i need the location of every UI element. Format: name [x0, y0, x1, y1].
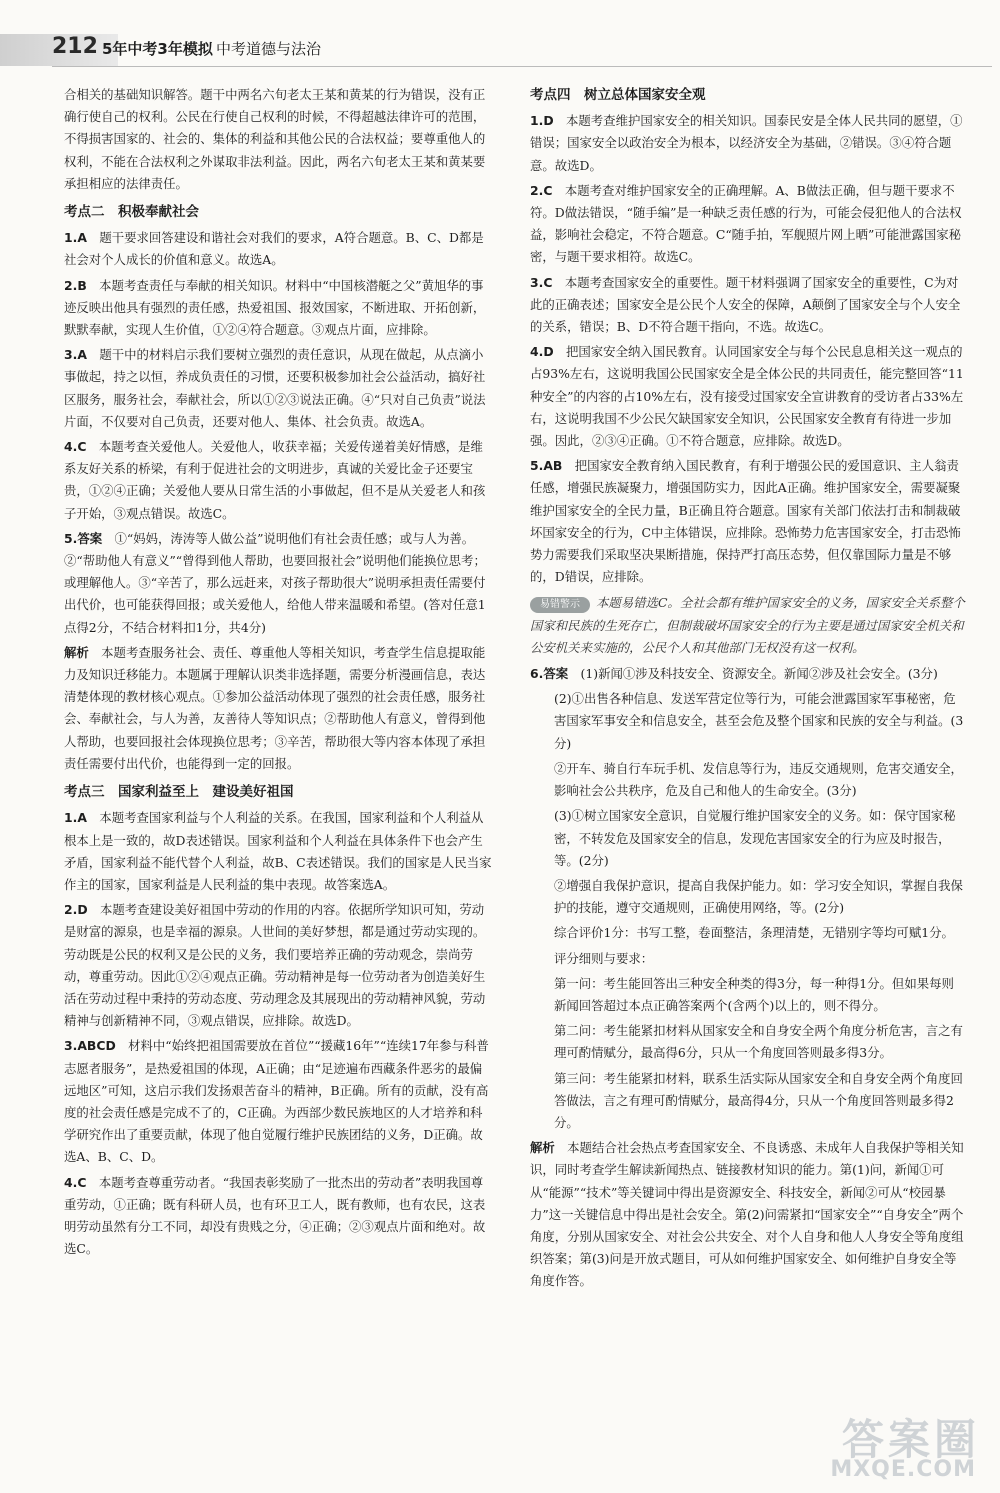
analysis-text: 本题考查服务社会、责任、尊重他人等相关知识，考查学生信息提取能力及知识迁移能力。本题属于理解认识类非选择题，需要分析漫画信息，表达清楚体现的教材核心观点。①参加公益活动体现了强烈的社会责任感，服务社会、奉献社会，与人为善，友善待人等知识点；②帮助他人有意义，曾得到他人帮助，也要回报社会体现换位思考；③辛苦，帮助很大等内容本体现了承担责任需要付出代价，也能得到一定的回报。 [64, 644, 486, 771]
answer-item [64, 344, 494, 433]
intro-paragraph: 合相关的基础知识解答。题干中两名六旬老太王某和黄某的行为错误，没有正确行使自己的权利。公民在行使自己权利的时候，不得超越法律许可的范围，不得损害国家的、社会的、集体的利益和其他公民的合法权益；要尊重他人的权利，不能在合法权利之外谋取非法利益。因此，两名六旬老太王某和黄某要承担相应的法律责任。 [64, 87, 486, 191]
analysis-text: 本题结合社会热点考查国家安全、不良诱惑、未成年人自我保护等相关知识，同时考查学生解读新闻热点、链接教材知识的能力。第(1)问，新闻①可从“能源”“技术”等关键词中得出是资源安全、科技安全，新闻②可从“校园暴力”这一关键信息中得出是社会安全。第(2)问需紧扣“国家安全”“自身安全”两个角度，分别从国家安全、对社会公共安全、对个人自身和他人人身安全等角度组织答案；第(3)问是开放式题目，可从如何维护国家安全、如何维护自身安全等角度作答。 [530, 1140, 964, 1289]
answer-text: 本题考查对维护国家安全的正确理解。A、B做法正确，但与题干要求不符。D做法错误，“随手编”是一种缺乏责任感的行为，可能会侵犯他人的合法权益，影响社会稳定，不符合题意。C“随手拍，军舰照片网上晒”可能泄露国家秘密，与题干要求相符。故选C。 [530, 182, 962, 265]
answer-item [64, 899, 494, 1032]
analysis-label: 解析 [64, 644, 89, 660]
header-divider [52, 66, 992, 67]
section-title-4: 考点四 树立总体国家安全观 [530, 87, 706, 103]
answer-text: 本题考查维护国家安全的相关知识。国泰民安是全体人民共同的愿望，①错误；国家安全以政治安全为根本，以经济安全为基础，②错误。③④符合题意。故选D。 [530, 113, 963, 173]
answer-item-q6 [530, 663, 966, 685]
watermark-logo-text: 答案圈 [841, 1415, 980, 1464]
answer-text: 题干要求回答建设和谐社会对我们的要求，A符合题意。B、C、D都是社会对个人成长的价值和意义。故选A。 [64, 230, 484, 268]
answer-item [530, 272, 966, 339]
answer-text: 本题考查责任与奉献的相关知识。材料中“中国核潜艇之父”黄旭华的事迹反映出他具有强烈的责任感，热爱祖国、报效国家，不断进取、开拓创新，默默奉献，实现人生价值，①②④符合题意。③观点片面，应排除。 [64, 277, 486, 338]
analysis-item [64, 642, 494, 775]
error-warning-text: 本题易错选C。全社会都有维护国家安全的义务，国家安全关系整个国家和民族的生死存亡，但制裁破坏国家安全的行为主要是通过国家安全机关和公安机关来实施的，公民个人和其他部门无权没有这一权利。 [530, 595, 965, 655]
answer-line: (2)①出售各种信息、发送军营定位等行为，可能会泄露国家军事秘密，危害国家军事安全和信息安全，甚至会危及整个国家和民族的安全与利益。(3分) [554, 691, 964, 751]
answer-number: 2.B [64, 277, 87, 293]
watermark-url: MXQE.COM [830, 1457, 976, 1482]
left-column [64, 84, 494, 1263]
answer-item [530, 341, 966, 452]
book-subject: 中考道德与法治 [216, 40, 322, 58]
answer-number: 3.ABCD [64, 1038, 116, 1054]
answer-item [64, 227, 494, 271]
answer-number: 4.C [64, 1174, 87, 1190]
answer-number: 4.D [530, 344, 554, 360]
answer-text: 题干中的材料启示我们要树立强烈的责任意识，从现在做起，从点滴小事做起，持之以恒，养成负责任的习惯，还要积极参加社会公益活动，搞好社区服务，服务社会，奉献社会，所以①②③说法正确。④“只对自己负责”说法片面，不仅要对自己负责，还要对他人、集体、社会负责。故选A。 [64, 347, 486, 429]
answer-line: (1)新闻①涉及科技安全、资源安全。新闻②涉及社会安全。(3分) [580, 666, 938, 682]
section-title-3: 考点三 国家利益至上 建设美好祖国 [64, 784, 294, 801]
answer-item [530, 110, 966, 177]
answer-item [530, 455, 966, 588]
analysis-item [530, 1137, 966, 1292]
answer-number: 6.答案 [530, 666, 569, 682]
answer-number: 1.A [64, 230, 87, 246]
scoring-rule: 第一问：考生能回答出三种安全种类的得3分，每一种得1分。但如果每则新闻回答超过本点正确答案两个(含两个)以上的，则不得分。 [554, 975, 954, 1013]
book-series-title: 5年中考3年模拟 [102, 40, 213, 58]
error-warning-badge: 易错警示 [530, 597, 590, 613]
answer-number: 3.C [530, 274, 553, 290]
answer-number: 1.D [530, 113, 554, 129]
answer-line: (3)①树立国家安全意识，自觉履行维护国家安全的义务。如：保守国家秘密，不转发危及国家安全的信息，发现危害国家安全的行为应及时报告，等。(2分) [554, 808, 956, 868]
right-column [530, 84, 966, 1296]
answer-text: 本题考查国家安全的重要性。题干材料强调了国家安全的重要性，C为对此的正确表述；国家安全是公民个人安全的保障，A颠倒了国家安全与个人安全的关系，错误；B、D不符合题干指向，不选。故选C。 [530, 274, 961, 335]
error-warning-note [530, 592, 966, 659]
answer-item [530, 180, 966, 269]
answer-text: ①“妈妈，涛涛等人做公益”说明他们有社会责任感；或与人为善。②“帮助他人有意义”“曾得到他人帮助，也要回报社会”说明他们能换位思考；或理解他人。③“辛苦了，那么远赶来，对孩子帮助很大”说明承担责任需要付出代价，也可能获得回报；或关爱他人，给他人带来温暖和希望。(答对任意1点得2分，不结合材料扣1分，共4分) [64, 530, 486, 635]
page-header [0, 0, 1000, 70]
answer-line: ②开车、骑自行车玩手机、发信息等行为，违反交通规则，危害交通安全，影响社会公共秩序，危及自己和他人的生命安全。(3分) [554, 760, 963, 799]
page-number: 212 [52, 34, 98, 59]
answer-item [64, 807, 494, 896]
answer-text: 材料中“始终把祖国需要放在首位”“援藏16年”“连续17年参与科普志愿者服务”，是热爱祖国的体现，A正确；由“足迹遍布西藏条件恶劣的最偏远地区”可知，这启示我们发扬艰苦奋斗的精神，B正确。所有的贡献，没有高度的社会责任感是完成不了的，C正确。为西部少数民族地区的人才培养和科学研究作出了重要贡献，体现了他自觉履行维护民族团结的义务，D正确。故选A、B、C、D。 [64, 1038, 489, 1165]
answer-item [64, 1035, 494, 1168]
answer-number: 5.答案 [64, 530, 103, 546]
answer-text: 本题考查国家利益与个人利益的关系。在我国，国家利益和个人利益从根本上是一致的，故D表述错误。国家利益和个人利益在具体条件下也会产生矛盾，国家利益不能代替个人利益，故B、C表述错误。我们的国家是人民当家作主的国家，国家利益是人民利益的集中表现。故答案选A。 [64, 810, 492, 892]
scoring-rule: 第三问：考生能紧扣材料，联系生活实际从国家安全和自身安全两个角度回答做法，言之有理可酌情赋分，最高得4分，只从一个角度回答则最多得2分。 [554, 1070, 963, 1130]
answer-text: 本题考查建设美好祖国中劳动的作用的内容。依据所学知识可知，劳动是财富的源泉，也是幸福的源泉。人世间的美好梦想，都是通过劳动实现的。劳动既是公民的权利又是公民的义务，我们要培养正确的劳动观念，崇尚劳动，尊重劳动。因此①②④观点正确。劳动精神是每一位劳动者为创造美好生活在劳动过程中秉持的劳动态度、劳动理念及其展现出的劳动精神风貌，劳动精神与创新精神不同，③观点错误，应排除。故选D。 [64, 902, 486, 1029]
answer-text: 把国家安全纳入国民教育。认同国家安全与每个公民息息相关这一观点的占93%左右，这说明我国公民国家安全是全体公民的共同责任，能完整回答“11种安全”的内容的占10%左右，没有接受过国家安全宣讲教育的受访者占33%左右，这说明我国不少公民欠缺国家安全知识，公民国家安全教育有待进一步加强。因此，②③④正确。①不符合题意，应排除。故选D。 [530, 344, 964, 449]
answer-number: 5.AB [530, 458, 563, 474]
answer-item [64, 436, 494, 525]
answer-text: 本题考查关爱他人。关爱他人，收获幸福；关爱传递着美好情感，是维系友好关系的桥梁，有利于促进社会的文明进步，真诚的关爱比金子还要宝贵，①②④正确；关爱他人要从日常生活的小事做起，但不是从关爱老人和孩子开始，③观点错误。故选C。 [64, 439, 486, 521]
answer-item [64, 528, 494, 639]
answer-number: 1.A [64, 810, 87, 826]
answer-number: 3.A [64, 347, 87, 363]
analysis-label: 解析 [530, 1140, 555, 1156]
answer-number: 4.C [64, 439, 87, 455]
site-watermark [786, 1407, 986, 1487]
answer-number: 2.D [64, 902, 88, 918]
answer-number: 2.C [530, 182, 553, 198]
answer-line: ②增强自我保护意识，提高自我保护能力。如：学习安全知识，掌握自我保护的技能，遵守交通规则，正确使用网络，等。(2分) [554, 877, 963, 916]
answer-item [64, 275, 494, 342]
answer-line: 综合评价1分：书写工整，卷面整洁，条理清楚，无错别字等均可赋1分。 [554, 925, 954, 941]
scoring-rules-heading: 评分细则与要求： [554, 950, 654, 966]
answer-item [64, 1172, 494, 1261]
scoring-rule: 第二问：考生能紧扣材料从国家安全和自身安全两个角度分析危害，言之有理可酌情赋分，最高得6分，只从一个角度回答则最多得3分。 [554, 1023, 963, 1061]
section-title-2: 考点二 积极奉献社会 [64, 204, 199, 221]
answer-text: 本题考查尊重劳动者。“我国表彰奖励了一批杰出的劳动者”表明我国尊重劳动，①正确；既有科研人员，也有环卫工人，既有教师，也有农民，这表明劳动虽然有分工不同，却没有贵贱之分，④正确；②③观点片面和绝对。故选C。 [64, 1174, 486, 1257]
answer-text: 把国家安全教育纳入国民教育，有利于增强公民的爱国意识、主人翁责任感，增强民族凝聚力，增强国防实力，因此A正确。维护国家安全，需要凝聚维护国家安全的全民力量，B正确且符合题意。国家有关部门依法打击和制裁破坏国家安全的行为，C中主体错误，应排除。恐怖势力危害国家安全，打击恐怖势力需要我们采取坚决果断措施，保持严打高压态势，但仅靠国际力量是不够的，D错误，应排除。 [530, 458, 961, 585]
